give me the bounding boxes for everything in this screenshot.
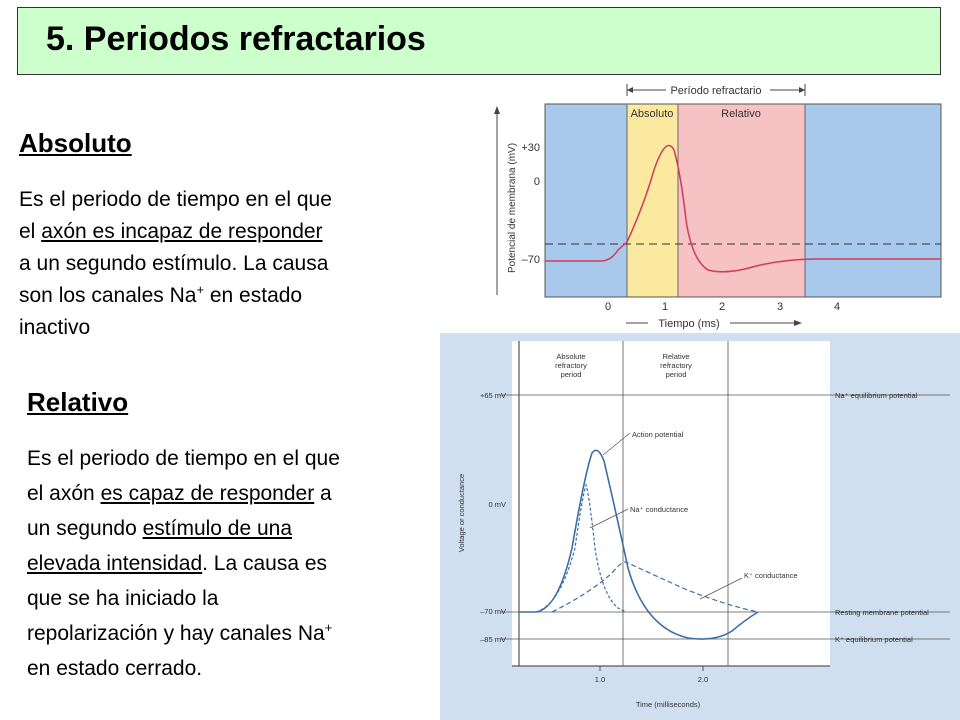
relative-period-l1: Relative [662, 352, 690, 361]
x-axis-label: Time (milliseconds) [635, 700, 701, 709]
plot-panel [512, 341, 830, 666]
absoluto-line-4: son los canales Na+ en estado [19, 282, 303, 307]
relativo-line-7: en estado cerrado. [27, 657, 203, 680]
period-label: Período refractario [670, 85, 762, 97]
xtick-1: 1 [661, 301, 669, 313]
absoluto-line-3: a un segundo estímulo. La causa [19, 252, 329, 275]
xtick-4: 4 [833, 301, 841, 313]
relativo-line-5: que se ha iniciado la [27, 587, 219, 610]
ytick-plus30: +30 [521, 142, 540, 154]
relativo-heading: Relativo [27, 387, 129, 417]
k-eq-label: K⁺ equilibrium potential [835, 635, 913, 644]
relativo-label: Relativo [721, 108, 761, 120]
ytick-0mv: 0 mV [488, 500, 506, 509]
relativo-line-6: repolarización y hay canales Na+ [27, 620, 333, 645]
absoluto-label: Absoluto [630, 108, 674, 120]
y-axis-label: Voltage or conductance [457, 473, 466, 553]
refractory-figure-es [486, 80, 960, 335]
absolute-period-l2: refractory [555, 361, 587, 370]
relativo-line-1: Es el periodo de tiempo en el que [27, 447, 340, 470]
absoluto-line-1: Es el periodo de tiempo en el que [19, 188, 332, 211]
rest-region-left [545, 104, 627, 297]
refractory-figure-en [440, 333, 960, 720]
relative-region [678, 104, 805, 297]
relativo-line-3: un segundo estímulo de una [27, 517, 293, 540]
relativo-text [27, 441, 447, 686]
k-conductance-label: K⁺ conductance [744, 571, 798, 580]
absolute-period-l3: period [560, 370, 582, 379]
relativo-line-2: el axón es capaz de responder a [27, 482, 332, 505]
absoluto-line-5: inactivo [19, 316, 91, 339]
action-potential-label: Action potential [632, 430, 684, 439]
ytick-0: 0 [533, 176, 540, 188]
absoluto-text [19, 184, 439, 344]
absoluto-heading: Absoluto [19, 128, 132, 158]
xtick-2.0: 2.0 [697, 675, 709, 684]
na-conductance-label: Na⁺ conductance [630, 505, 689, 514]
ytick-plus65: +65 mV [479, 391, 506, 400]
title-bar [17, 7, 941, 75]
xtick-0: 0 [604, 301, 612, 313]
relative-period-l3: period [665, 370, 687, 379]
resting-label: Resting membrane potential [835, 608, 929, 617]
relative-period-l2: refractory [660, 361, 692, 370]
xtick-2: 2 [718, 301, 726, 313]
absoluto-line-2: el axón es incapaz de responder [19, 220, 323, 243]
absolute-period-l1: Absolute [556, 352, 586, 361]
xtick-1.0: 1.0 [594, 675, 606, 684]
y-axis-label: Potencial de membrana (mV) [507, 142, 518, 274]
page-title: 5. Periodos refractarios [46, 20, 426, 58]
xtick-3: 3 [776, 301, 784, 313]
ytick-minus85mv: –85 mV [480, 635, 506, 644]
absolute-region [627, 104, 678, 297]
x-axis-label: Tiempo (ms) [658, 318, 720, 330]
na-eq-label: Na⁺ equilibrium potential [835, 391, 918, 400]
rest-region-right [805, 104, 941, 297]
ytick-minus70: –70 [521, 254, 540, 266]
relativo-line-4: elevada intensidad. La causa es [27, 552, 328, 575]
ytick-minus70mv: –70 mV [480, 607, 506, 616]
